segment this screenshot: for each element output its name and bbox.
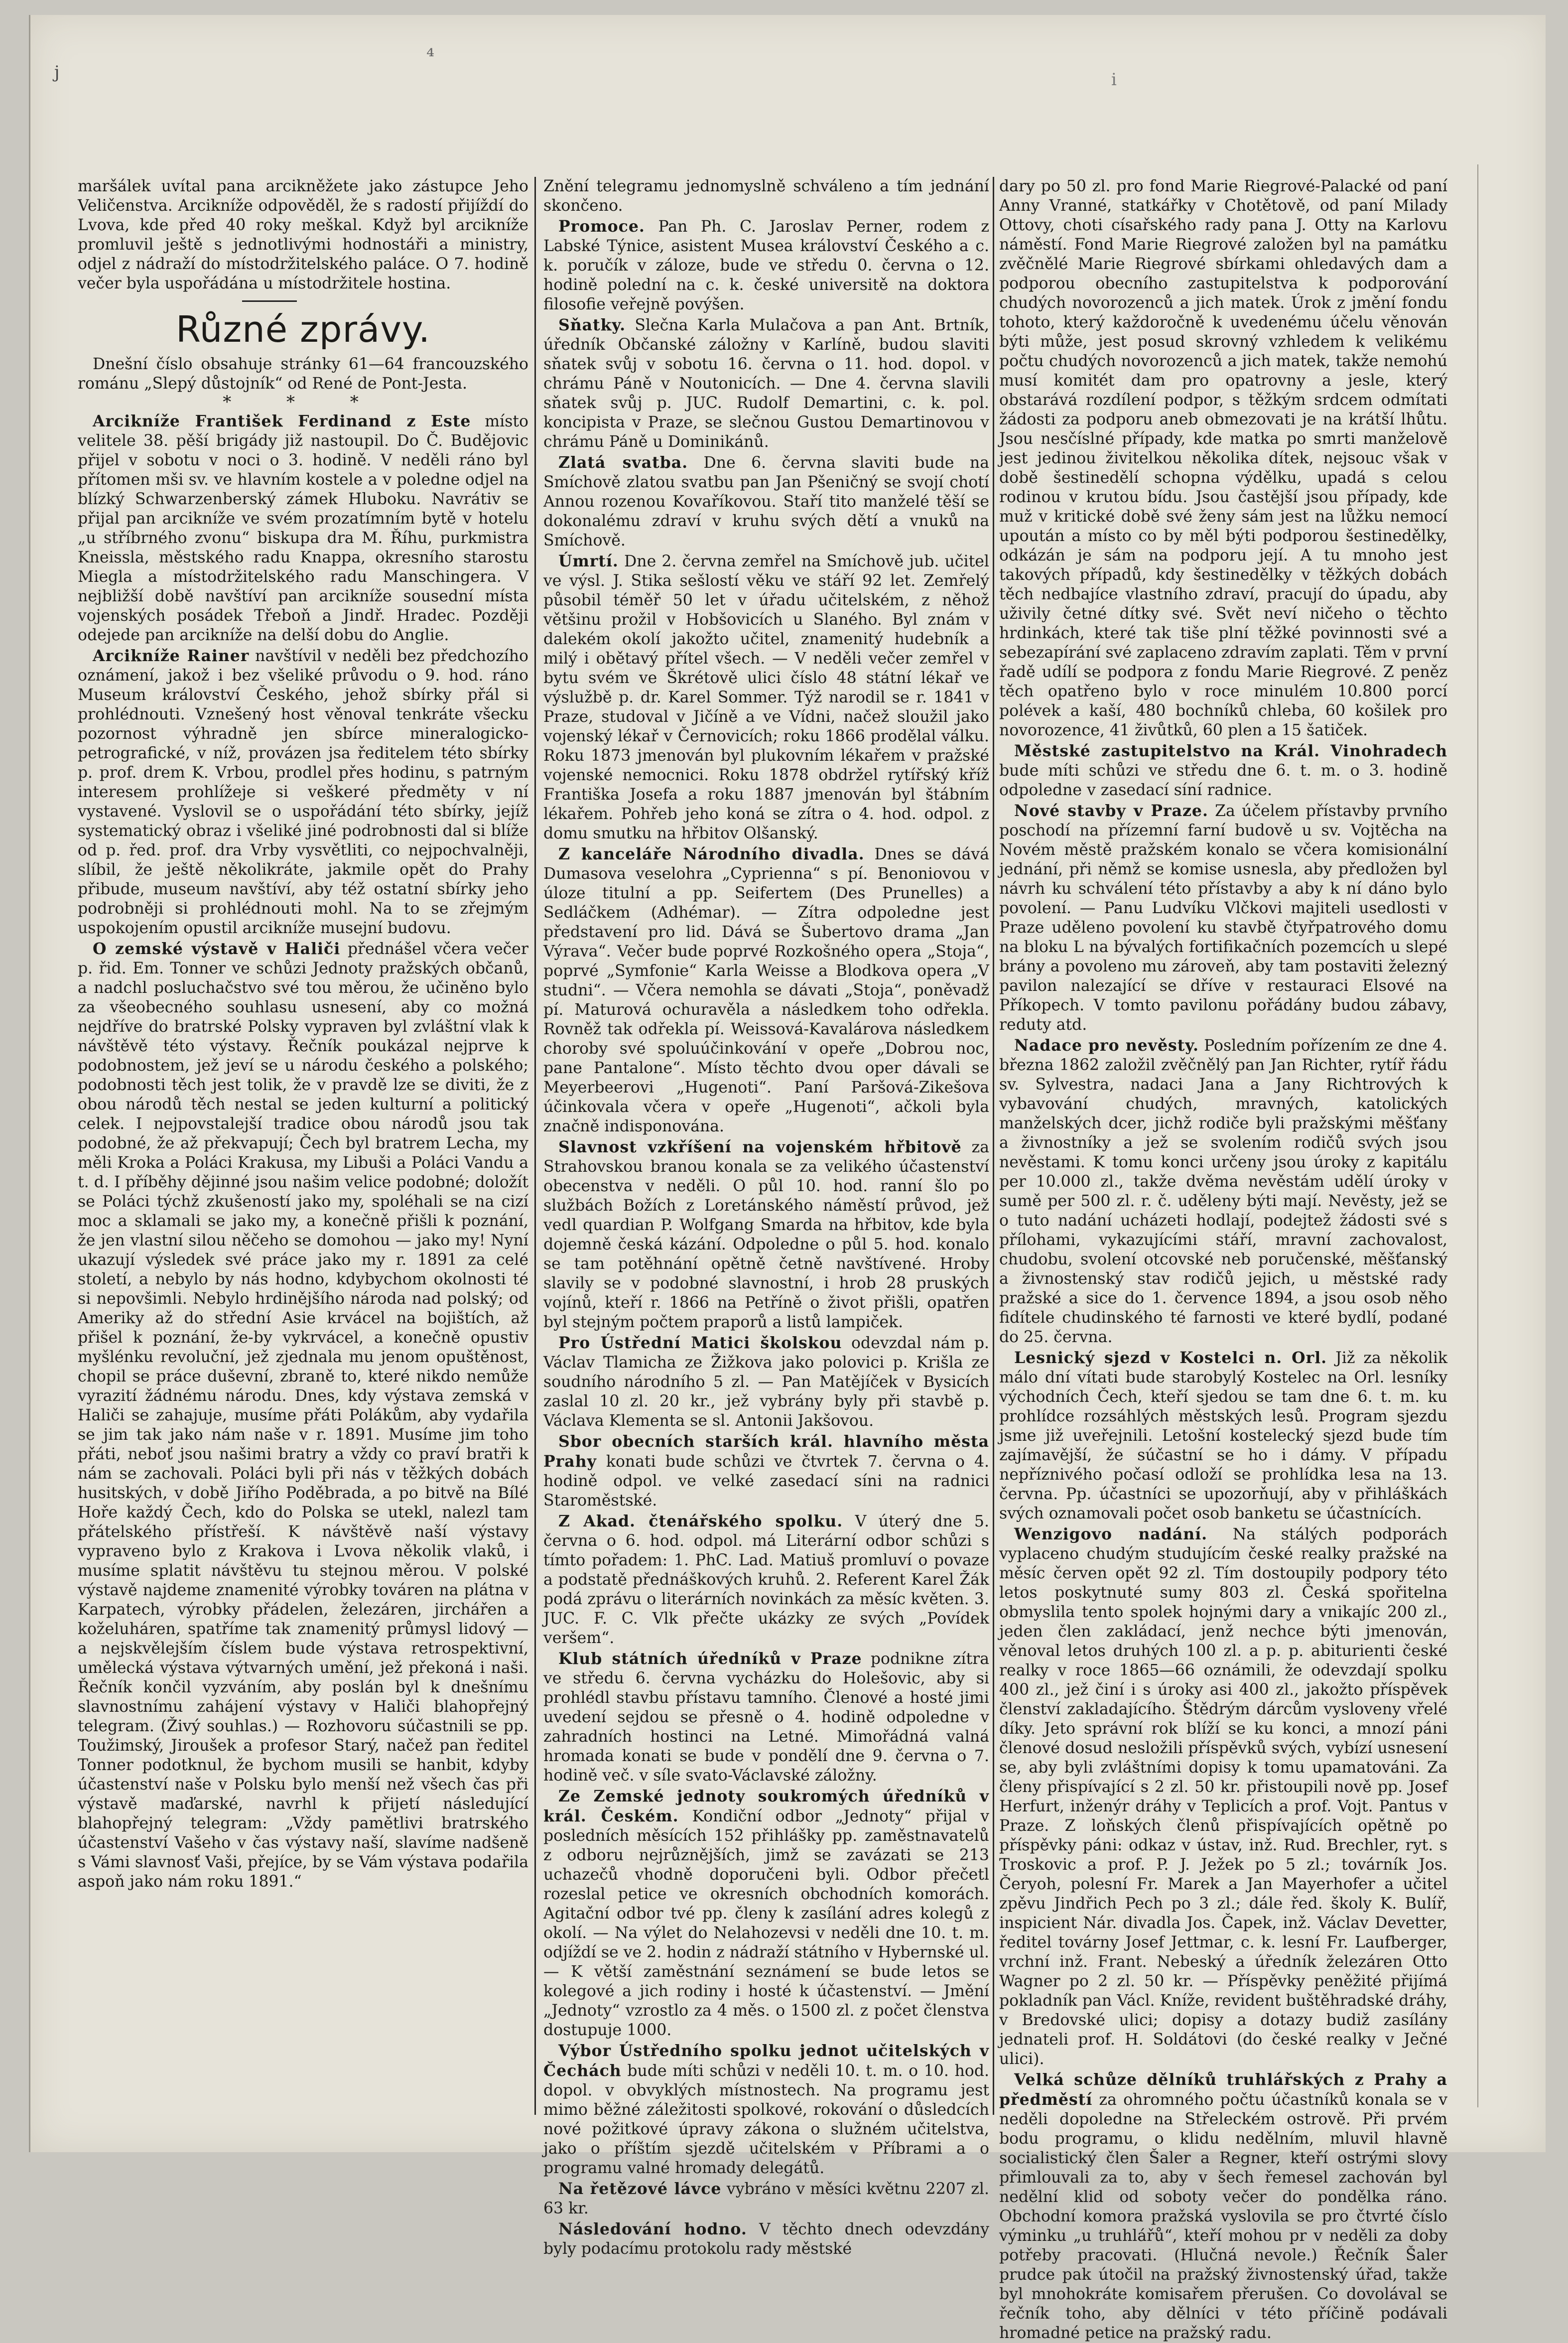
article-body: V těchto dnech odevzdány byly podacímu protokolu rady městské [543,2220,990,2258]
article-body: navštívil v neděli bez předchozího oznámení, jakož i bez všeliké průvodu o 9. hod. ráno Museum království Českého, jehož sbírky přál si prohlédnouti. Vznešený host věnoval tenkráte všecku pozornost výhradně jen sbírce mineralogicko-petrografické, v níž, provázen jsa ředitelem této sbírky p. prof. drem K. Vrbou, prodlel přes hodinu, s patrným interesem prohlížeje si veškeré předměty v ní vystavené. Vyslovil se o uspořádání této sbírky, jejíž systematický obraz i všeliké jiné podrobnosti dal si blíže od p. řed. prof. dra Vrby vysvětliti, co nejpochvalněji, slíbil, že ještě několikráte, jakmile opět do Prahy přibude, museum navštíví, aby též ostatní sbírky jeho podrobněji si prohlédnouti mohl. Na to se zřejmým uspokojením opustil arcikníže musejní budovu. [78,647,528,937]
article [543,1333,989,1431]
article-body: Slečna Karla Mulačova a pan Ant. Brtník, úředník Občanské záložny v Karlíně, budou slaviti sňatek svůj v sobotu 16. června o 11. hod. dopol. v chrámu Páně v Noutonicích. — Dne 4. června slavili sňatek svůj p. JUC. Rudolf Demartini, c. k. pol. koncipista v Praze, se slečnou Gustou Demartinovou v chrámu Páně u Dominikánů. [543,316,989,451]
article-body: Dne 2. června zemřel na Smíchově jub. učitel ve výsl. J. Stika sešlostí věku ve stáří 92 let. Zemřelý působil téměř 50 let v úřadu učitelském, z něhož většinu prožil v Hobšovicích u Slaného. Byl znám v dalekém okolí jakožto učitel, znamenitý hudebník a milý i obětavý přítel všech. — V neděli večer zemřel v bytu svém ve Škrétově ulici číslo 48 státní lékař ve výslužbě p. dr. Karel Sommer. Týž narodil se r. 1841 v Praze, studoval v Jičíně a ve Vídni, načež sloužil jako vojenský lékař v Černovicích; roku 1866 prodělal válku. Roku 1873 jmenován byl plukovním lékařem v pražské vojenské nemocnici. Roku 1878 obdržel rytířský kříž Františka Josefa a roku 1887 jmenován byl štábním lékařem. Pohřeb jeho koná se zítra o 4. hod. odpol. z domu smutku na hřbitov Olšanský. [543,552,989,842]
article-heading: Arcikníže František Ferdinand z Este [93,412,471,430]
article [543,1787,989,2040]
paragraph: dary po 50 zl. pro fond Marie Riegrové-Palacké od paní Anny Vranné, statkářky v Chotětově, od paní Milady Ottovy, choti císařského rady pana J. Otty na Karlovu náměstí. Fond Marie Riegrové založen byl na památku zvěčnělé Marie Riegrové sbírkami ohledavých dam a podporou obecního zastupitelstva k podporování chudých novorozenců a jich matek. Úrok z jmění fondu tohoto, který každoročně k uvedenému účelu věnován býti může, jest posud skrovný vzhledem k velikému počtu chudých novorozenců a jich matek, takže nemohú musí komitét dam pro opatrovny a jesle, který obstarává rozdílení podpor, s těžkým srdcem odmítati žádosti za podporu aneb obmezovati je na krátší lhůtu. Jsou nesčíslné případy, kde matka po smrti manželově jest jedinou živitelkou několika dítek, nejsouc však v době šestinedělí schopna výdělku, upadá s celou rodinou v krutou bídu. Jsou častější jsou případy, kde muž v kritické době své ženy sám jest na lůžku nemocí upoután a místo co by měl býti podporou šestinedělky, odkázán je sám na podporu její. A tu mnoho jest takových případů, kdy šestinedělky v těžkých dobách těch nedbajíce vlastního zdraví, pracují do úpadu, aby uživily četné dítky své. Svět neví ničeho o těchto hrdinkách, které tak tiše plní těžké povinnosti své a sebezapírání své zaplaceno zdravím zaplati. Těm v první řadě udílí se podpora z fondu Marie Riegrové. Z peněz těch opatřeno bylo v roce minulém 10.800 porcí polévek a kaší, 480 bochníků chleba, 60 košilek pro novorozence, 41 živůtků, 60 plen a 15 šatiček. [999,177,1447,739]
article-body: vybráno v měsíci květnu 2207 zl. 63 kr. [543,2180,990,2217]
article-heading: Městské zastupitelstvo na Král. Vinohradech [1014,742,1447,760]
article [78,412,528,645]
section-title: Různé zprávy. [175,308,431,350]
article-body: odevzdal nám p. Václav Tlamicha ze Žižkova jako polovici p. Krišla ze soudního národního 5 zl. — Pan Matějíček v Bysicích zaslal 10 zl. 20 kr., jež vybrány byly při stavbě p. Václava Klementa se sl. Antonii Jakšovou. [543,1334,989,1430]
scan-mark: i [1111,70,1117,90]
article-body: Již za několik málo dní vítati bude starobylý Kostelec na Orl. lesníky východních Čech, kteří sjedou se tam dne 6. t. m. ku prohlídce rozsáhlých městských lesů. Program sjezdu jsme již uveřejnili. Letošní kostelecký sjezd bude tím zajímavější, že súčastní se ho i dámy. V případu nepříznivého počasí odloží se prohlídka lesa na 13. června. Pp. účastníci se upozorňují, aby v přihláškách svých oznamovali počet osob banketu se účastnících. [999,1349,1447,1522]
article-heading: Lesnický sjezd v Kostelci n. Orl. [1014,1349,1327,1367]
article [999,2070,1447,2343]
column-1 [78,177,528,2120]
article-heading: Wenzigovo nadání. [1014,1525,1208,1543]
article-heading: Arcikníže Rainer [93,647,250,665]
article-heading: Velká schůze dělníků truhlářských z Prahy a předměstí [999,2070,1447,2109]
scan-mark: ⁴ [426,45,435,68]
article [543,551,989,843]
article-heading: Sňatky. [558,316,626,334]
paragraph: maršálek uvítal pana arcikněžete jako zástupce Jeho Veličenstva. Arcikníže odpověděl, že s radostí přijíždí do Lvova, kde před 40 roky meškal. Když byl arcikníže promluvil ještě s jednotlivými hodnostáři a ministry, odjel z nádraží do místodržitelského paláce. O 7. hodině večer byla uspořádána u místodržitele hostina. [78,177,528,292]
paragraph: Znění telegramu jednomyslně schváleno a tím jednání skončeno. [543,177,989,215]
article-heading: Úmrtí. [558,552,619,570]
article-heading: Slavnost vzkříšení na vojenském hřbitově [558,1138,962,1156]
article-body: za ohromného počtu účastníků konala se v neděli dopoledne na Střeleckém ostrově. Při prvém bodu programu, o klidu nedělním, mluvil hlavně socialistický člen Šaler a Regner, kteří ostrými slovy přimlouvali za to, aby v šech řemesel zachován byl nedělní klid od soboty večer do pondělka ráno. Obchodní komora pražská vyslovila se pro čtvrté číslo výminku „u truhlářů“, kteří mohou pr v neděli za doby potřeby pracovati. (Hlučná nevole.) Řečník Šaler prudce pak útočil na pražský živnostenský úřad, takže byl mnohokráte komisařem přerušen. Co dovolával se řečník toho, aby dělníci v této příčině podávali hromadné petice na pražský radu. [999,2091,1447,2342]
article-heading: Nadace pro nevěsty. [1014,1036,1199,1055]
article-body: Posledním pořízením ze dne 4. března 1862 založil zvěčnělý pan Jan Richter, rytíř řádu sv. Sylvestra, nadaci Jana a Jany Richtrových k vybavování chudých, mravných, katolických manželských dcer, jichž rodiče byli pražskými měšťany a živnostníky a jež se svolením rodičů svých jsou nevěstami. K tomu konci určeny jsou úroky z kapitálu per 10.000 zl., takže dvěma nevěstám udělí úroky v sumě per 500 zl. r. č. uděleny býti mají. Nevěsty, jež se o tuto nadání ucházeti hodlají, podejtež žádosti své s přílohami, vykazujícími stáří, mravní zachovalost, chudobu, svolení otcovské neb poručenské, měšťanský a živnostenský stav rodičů jejich, u městské rady pražské a sice do 1. července 1894, a jsou osob něho fidítele chudinského té farnosti ve které bydlí, podané do 25. června. [999,1037,1448,1346]
paragraph: Dnešní číslo obsahuje stránky 61—64 francouzského románu „Slepý důstojník“ od René de Pont-Jesta. [78,355,528,393]
article-heading: Následování hodno. [558,2220,747,2238]
article-body: Dnes se dává Dumasova veselohra „Cyprienna“ s pí. Benoniovou v úloze titulní a pp. Seifertem (Des Prunelles) a Sedláčkem (Adhémar). — Zítra odpoledne jest představení pro lid. Dává se Šubertovo drama „Jan Výrava“. Večer bude poprvé Rozkošného opera „Stoja“, poprvé „Symfonie“ Karla Weisse a Blodkova opera „V studni“. — Včera nemohla se dávati „Stoja“, poněvadž pí. Maturová ochuravěla a následkem toho odřekla. Rovněž tak odřekla pí. Weissová-Kavalárova následkem choroby své spoluúčinkování v opeře „Dobrou noc, pane Pantalone“. Místo těchto dvou oper dávali se Meyerbeerovi „Hugenoti“. Paní Paršová-Zikešova účinkovala včera v opeře „Hugenoti“, ačkoli byla značně indisponována. [543,845,990,1135]
article-body: místo velitele 38. pěší brigády již nastoupil. Do Č. Budějovic přijel v sobotu v noci o 3. hodině. V neděli ráno byl přítomen mši sv. ve hlavním kostele a v poledne odjel na blízký Schwarzenberský zámek Hluboku. Navrátiv se přijal pan arcikníže ve svém prozatímním bytě v hotelu „u stříbrného zvonu“ biskupa dra M. Říhu, purkmistra Kneissla, městského radu Knappa, okresního starostu Miegla a místodržitelského radu Manschingera. V nejbližší době navštíví pan arcikníže sousední místa vojenských posádek Třeboň a Jindř. Hradec. Později odejede pan arcikníže na delší dobu do Anglie. [78,413,529,644]
article [543,217,989,314]
column-3 [999,177,1448,2342]
article [543,844,989,1136]
article-heading: Klub státních úředníků v Praze [558,1650,862,1668]
article-body: bude míti schůzi ve středu dne 6. t. m. o 3. hodině odpoledne v zasedací síní radnice. [999,762,1447,799]
column-divider [993,177,994,2115]
article-heading: Z Akad. čtenářského spolku. [558,1512,843,1530]
article-heading: Ze Zemské jednoty soukromých úředníků v král. Českém. [543,1787,989,1825]
article-body: bude míti schůzi v neděli 10. t. m. o 10. hod. dopol. v obvyklých místnostech. Na programu jest mimo běžné záležitosti spolkové, rokování o důsledcích nové požitkové úpravy zákona o služném učitelstva, jako o příštím sjezdě učitelském v Příbrami a o programu valné hromady delegátů. [543,2062,989,2177]
article [543,1512,989,1648]
article [543,1432,989,1511]
article-body: Kondiční odbor „Jednoty“ přijal v posledních měsících 152 přihlášky pp. zaměstnavatelů z odboru nejrůznějších, jimž se zavázati se 213 uchazečů vhodně doporučeni byli. Odbor přečetl rozeslal petice ve okresních obchodních komorách. Agitační odbor tvé pp. členy k zasílání adres kolegů z okolí. — Na výlet do Nelahozevsi v neděli dne 10. t. m. odjíždí se ve 2. hodin z nádraží státního v Hybernské ul. — K větší zaměstnání seznámení se bude letos se kolegové a jich rodiny i hosté k účastenství. — Jmění „Jednoty“ vzrostlo za 4 měs. o 1500 zl. z počet členstva dostupuje 1000. [543,1807,990,2039]
article-body: konati bude schůzi ve čtvrtek 7. června o 4. hodině odpol. ve velké zasedací síni na radnici Staroměstské. [543,1453,989,1510]
separator-rule [242,300,297,302]
article [543,2041,989,2178]
article-heading: Pro Ústřední Matici školskou [558,1334,842,1352]
article-heading: Nové stavby v Praze. [1014,802,1208,820]
article-body: Za účelem přístavby prvního poschodí na přízemní farní budově u sv. Vojtěcha na Novém městě pražském konalo se včera komisionální jednání, při němž se komise usnesla, aby předložen byl návrh ku schválení této přístavby a aby k ní dáno bylo povolení. — Panu Ludvíku Vlčkovi majiteli usedlosti v Praze uděleno povolení ku stavbě čtyřpatrového domu na bloku L na bývalých fortifikačních pozemcích u slepé brány a povoleno mu zároveň, aby tam postaviti železný pavilon nalezající se dříve v restauraci Elsové na Příkopech. V tomto pavilonu pořádány budou zábavy, reduty atd. [999,802,1447,1034]
article-heading: Na řetězové lávce [558,2180,722,2198]
article-body: podnikne zítra ve středu 6. června vycházku do Holešovic, aby si prohlédl stavbu přístavu tamního. Členové a hosté jimi uvedení sejdou se přesně o 4. hodině odpoledne v zahradních hostinci na Letné. Mimořádná valná hromada konati se bude v pondělí dne 9. června o 7. hodině več. v síle svato-Václavské záložny. [543,1650,989,1785]
article [543,315,989,452]
article [78,939,528,1892]
article-body: Pan Ph. C. Jaroslav Perner, rodem z Labské Týnice, asistent Musea království Českého a c. k. poručík v záloze, bude ve středu 0. června o 12. hodině polední na c. k. české universitě na doktora filosofie veřejně povýšen. [543,218,989,313]
article [999,741,1447,800]
column-2 [543,177,990,2258]
article [999,1524,1447,2069]
article-heading: Promoce. [558,217,645,236]
article [543,1649,989,1786]
article-body: Na stálých podporách vyplaceno chudým studujícím české realky pražské na měsíc červen opět 92 zl. Tím dostoupily podpory této letos poskytnuté sumy 803 zl. Česká spořitelna obmyslila tento spolek hojnými dary a vnikajíc 200 zl., jeden člen zakládací, jenž nechce býti jmenován, věnoval letos druhých 100 zl. a p. p. abiturienti české realky v roce 1865—66 oznámili, že odevzdají spolku 400 zl., jež činí i s úroky asi 400 zl., jakožto příspěvek členství zakladajícího. Štědrým dárcům vysloveny vřelé díky. Jeto správní rok blíží se ku konci, a mnozí páni členové dosud nesložili příspěvků svých, vybízí usnesení se, aby byli zvláštními dopisy k tomu upamatováni. Za členy přispívající s 2 zl. 50 kr. přistoupili nově pp. Josef Herfurt, inženýr dráhy v Teplicích a prof. Vojt. Pantus v Praze. Z loňských členů přispívajících opětně po příspěvky páni: odkaz v ústav, inž. Rud. Brechler, ryt. s Troskovic a prof. P. J. Ježek po 5 zl.; továrník Jos. Čeryoh, polesní Fr. Marek a Jan Mayerhofer a učitel zpěvu Jindřich Pech po 3 zl.; dále řed. školy K. Bulíř, inspicient Nár. divadla Jos. Čapek, inž. Václav Devetter, ředitel továrny Josef Jettmar, c. k. lesní Fr. Laufberger, vrchní inž. Frant. Nebeský a úředník železáren Otto Wagner po 2 zl. 50 kr. — Příspěvky peněžité přijímá pokladník pan Václ. Kníže, revident buštěhradské dráhy, v Bredovské ulici; dopisy a dotazy budiž zasílány jednateli prof. H. Soldátovi (do české realky v Ječné ulici). [999,1525,1447,2068]
article-heading: Z kanceláře Národního divadla. [558,845,865,863]
article [543,1137,989,1332]
article [543,453,989,551]
article [78,646,528,938]
newspaper-page [29,15,1546,2342]
column-divider [534,177,536,2115]
page-edge [1477,164,1478,2107]
separator-stars: * * * [223,392,384,412]
scan-mark: j [54,62,60,82]
article [999,1348,1447,1523]
article [543,2179,989,2218]
article-body: V úterý dne 5. června o 6. hod. odpol. má Literární odbor schůzi s tímto pořadem: 1. PhC. Lad. Matiuš promluví o povaze a podstatě přednáškových kruhů. 2. Referent Karel Žák podá zprávu o literárních novinkách za měsíc květen. 3. JUC. F. C. Vlk přečte ukázky ze svých „Povídek veršem“. [543,1513,989,1647]
article-body: za Strahovskou branou konala se za velikého účastenství obecenstva v neděli. O půl 10. hod. ranní šlo po službách Božích z Loretánského náměstí průvod, jež vedl quardian P. Wolfgang Smarda na hřbitov, kde byla dojemně česká kázání. Odpoledne o půl 5. hod. konalo se tam potěhnání opětně četně navštívené. Hroby slavily se v podobné slavnostní, i hrob 28 pruských vojínů, kteří r. 1866 na Petříně o život přišli, opatřen byl stejným počtem praporů a listů lampiček. [543,1138,989,1331]
article-heading: Výbor Ústředního spolku jednot učitelských v Čechách [543,2042,989,2080]
article-heading: Zlatá svatba. [558,453,688,472]
article-heading: Sbor obecních starších král. hlavního města Prahy [543,1432,989,1471]
article-body: Dne 6. června slaviti bude na Smíchově zlatou svatbu pan Jan Pšeničný se svojí chotí Annou rozenou Kovaříkovou. Staří tito manželé těší se dokonalému zdraví v kruhu svých dětí a vnuků na Smíchově. [543,454,989,550]
article-body: přednášel včera večer p. řid. Em. Tonner ve schůzi Jednoty pražských občanů, a nadchl posluchačstvo své tou měrou, že učiněno bylo za všeobecného souhlasu usnesení, aby co možná nejdříve do bratrské Polsky vypraven byl zvláštní vlak k návštěvě této výstavy. Řečník poukázal nejprve k podobnostem, jež jeví se u národu českého a polského; podobnosti těch jest tolik, že v pravdě lze se diviti, že z obou národů těch nestal se jeden kulturní a politický celek. I nejpovstalejší tradice obou národů jsou tak podobné, že až překvapují; Čech byl bratrem Lecha, my měli Kroka a Poláci Krakusa, my Libuši a Poláci Vandu a t. d. I příběhy dějinné jsou našim velice podobné; doložít se Poláci týchž zkušeností jako my, spoléhali se na cizí moc a sklamali se jako my, a konečně přišli k poznání, že jen vlastní silou něčeho se domohou — jako my! Nyní ukazují výsledek své práce jako my r. 1891 za celé století, a nebylo by nás hodno, kdybychom okolnosti té si nepovšimli. Nebylo hrdinějšího národa nad polský; od Ameriky až do střední Asie krvácel na bojištích, až přišel k poznání, že-by vykrvácel, a konečně opustiv myšlénku revoluční, jež zjednala mu jenom opuštěnost, chopil se práce duševní, zbraně to, které nikdo nemůže vyrazití žádnému národu. Dnes, kdy výstava zemská v Haliči se zahajuje, musíme přáti Polákům, aby vydařila se jim tak jako nám naše v r. 1891. Musíme jim toho přáti, neboť jsou našimi bratry a vždy co praví bratři k nám se zachovali. Poláci byli při nás v těžkých dobách husitských, v době Jiřího Poděbrada, a po bitvě na Bílé Hoře každý Čech, kdo do Polska se utekl, nalezl tam přátelského přístřeší. K návštěvě naší výstavy vypraveno bylo z Krakova i Lvova několik vlaků, i musíme splatit návštěvu tu stejnou měrou. V polské výstavě najdeme znamenité výrobky továren na plátna v Karpatech, výrobky přádelen, železáren, jirchářen a koželuháren, spatříme tak znamenitý průmysl lidový — a nejskvělejším číslem bude výstava retrospektivní, umělecká výstava výtvarných umění, jež překoná i naši. Řečník končil vyzváním, aby poslán byl k dnešnímu slavnostnímu zahájení výstavy v Haliči blahopřejný telegram. (Živý souhlas.) — Rozhovoru súčastnili se pp. Toužimský, Jiroušek a profesor Starý, načež pan ředitel Tonner podotknul, že bychom musili se hanbit, kdyby účastenství naše v Polsku bylo menší než všech čas při výstavě maďarské, navrhl k přijetí následující blahopřejný telegram: „Vždy pamětlivi bratrského účastenství Vašeho v čas výstavy naší, slavíme nadšeně s Vámi slavnosť Vaši, přejíce, by se Vám výstava podařila aspoň jako nám roku 1891.“ [78,940,528,1891]
article [999,1036,1447,1347]
article [999,801,1447,1035]
article-heading: O zemské výstavě v Haliči [93,940,341,958]
article [543,2219,989,2259]
